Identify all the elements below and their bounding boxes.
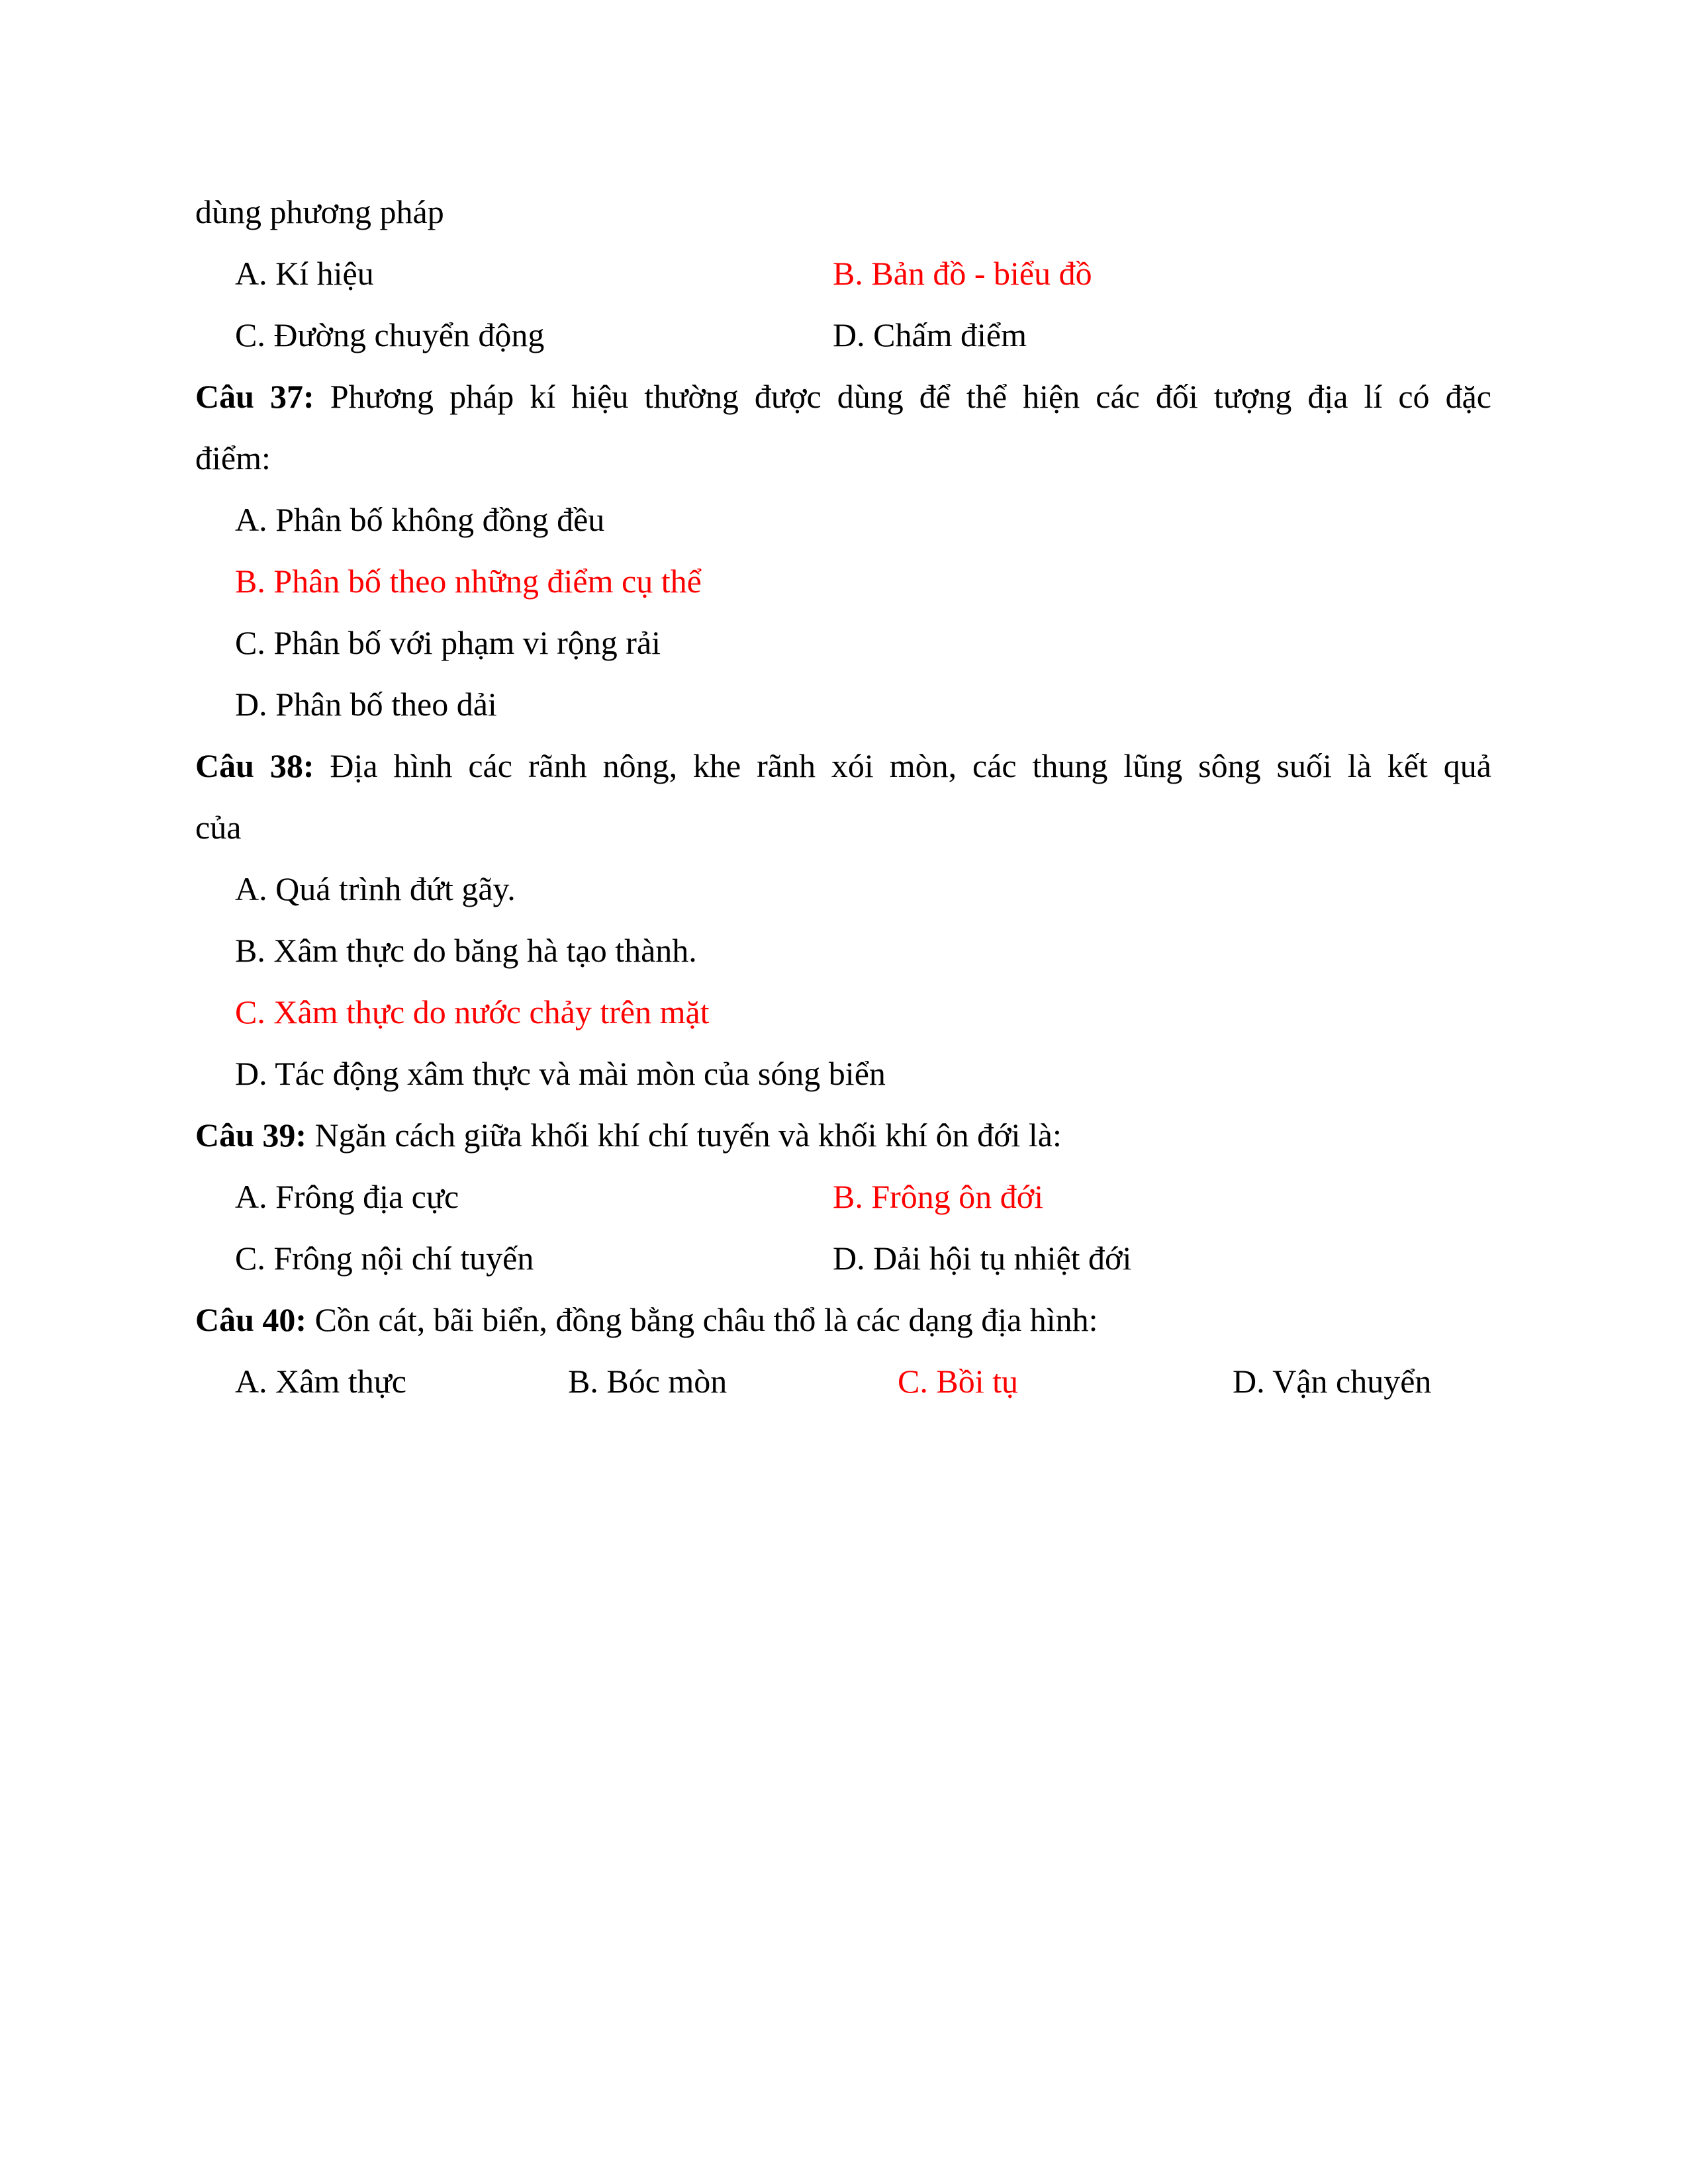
q37-question-line2: điểm: — [195, 439, 271, 477]
q39-option-a: A. Frông địa cực — [235, 1178, 459, 1215]
q37-label: Câu 37: — [195, 378, 314, 415]
q39-label: Câu 39: — [195, 1116, 307, 1154]
q37-option-a: A. Phân bố không đồng đều — [235, 501, 605, 538]
q40-option-a: A. Xâm thực — [235, 1363, 406, 1400]
q38-question-line1 — [195, 746, 1491, 786]
q39-option-b-answer: B. Frông ôn đới — [833, 1178, 1044, 1215]
q37-option-d: D. Phân bố theo dải — [235, 686, 497, 723]
q40-option-d: D. Vận chuyển — [1233, 1363, 1432, 1400]
q36-option-a: A. Kí hiệu — [235, 255, 374, 292]
q38-label: Câu 38: — [195, 747, 314, 784]
q38-option-b: B. Xâm thực do băng hà tạo thành. — [235, 932, 697, 969]
q38-option-a: A. Quá trình đứt gãy. — [235, 870, 516, 907]
q40-question — [195, 1300, 1098, 1340]
q38-question-line2: của — [195, 809, 242, 846]
q37-question-line1 — [195, 377, 1491, 416]
q40-label: Câu 40: — [195, 1301, 307, 1338]
q38-text-line1: Địa hình các rãnh nông, khe rãnh xói mòn, các thung lũng sông suối là kết quả — [330, 747, 1491, 784]
q36-option-d: D. Chấm điểm — [833, 316, 1027, 353]
q38-option-d: D. Tác động xâm thực và mài mòn của sóng biển — [235, 1055, 886, 1092]
q39-option-c: C. Frông nội chí tuyến — [235, 1240, 534, 1277]
q40-option-b: B. Bóc mòn — [568, 1363, 727, 1400]
intro-line: dùng phương pháp — [195, 193, 444, 230]
q40-text: Cồn cát, bãi biển, đồng bằng châu thổ là các dạng địa hình: — [314, 1301, 1098, 1338]
q37-text-line1: Phương pháp kí hiệu thường được dùng để thể hiện các đối tượng địa lí có đặc — [330, 378, 1491, 415]
q38-option-c-answer: C. Xâm thực do nước chảy trên mặt — [235, 993, 710, 1030]
q37-option-b-answer: B. Phân bố theo những điểm cụ thể — [235, 563, 702, 600]
q39-option-d: D. Dải hội tụ nhiệt đới — [833, 1240, 1132, 1277]
q40-option-c-answer: C. Bồi tụ — [898, 1363, 1018, 1400]
q37-option-c: C. Phân bố với phạm vi rộng rải — [235, 624, 661, 661]
q36-option-b-answer: B. Bản đồ - biểu đồ — [833, 255, 1092, 292]
q36-option-c: C. Đường chuyển động — [235, 316, 545, 353]
q39-text: Ngăn cách giữa khối khí chí tuyến và khối khí ôn đới là: — [314, 1116, 1062, 1154]
q39-question — [195, 1115, 1062, 1155]
